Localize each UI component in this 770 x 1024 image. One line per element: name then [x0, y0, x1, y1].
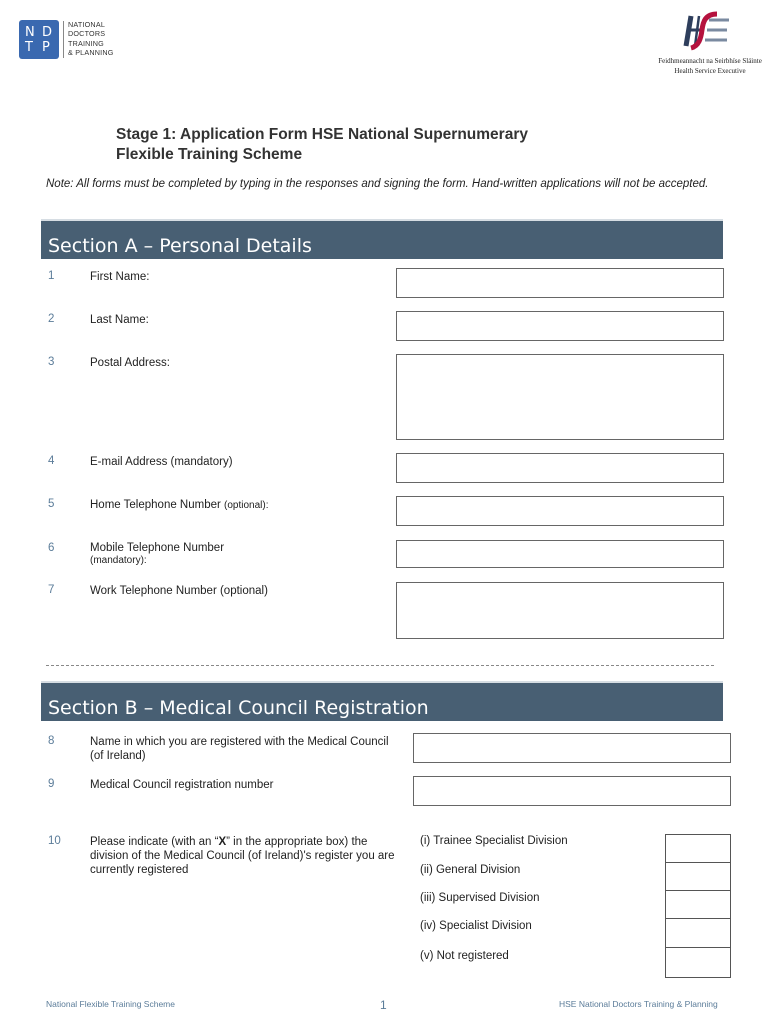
trainee-specialist-checkbox[interactable]	[665, 834, 731, 863]
question-number: 9	[48, 778, 55, 790]
question-number: 5	[48, 498, 55, 510]
page-title-line-2: Flexible Training Scheme	[116, 146, 303, 163]
question-label-first-name: First Name:	[90, 271, 150, 283]
page-title-line-1: Stage 1: Application Form HSE National Supernumerary	[116, 126, 528, 143]
supervised-division-checkbox[interactable]	[665, 890, 731, 919]
question-number: 2	[48, 313, 55, 325]
hse-caption-irish: Feidhmeannacht na Seirbhíse Sláinte	[658, 57, 762, 65]
question-label-postal-address: Postal Address:	[90, 357, 170, 369]
home-telephone-field[interactable]	[396, 496, 724, 526]
first-name-field[interactable]	[396, 268, 724, 298]
question-number: 3	[48, 356, 55, 368]
ndtp-text-line: & PLANNING	[68, 47, 114, 57]
registered-name-field[interactable]	[413, 733, 731, 763]
general-division-checkbox[interactable]	[665, 862, 731, 891]
label-text: Please indicate (with an “	[90, 836, 219, 848]
submission-note: Note: All forms must be completed by typing in the responses and signing the form. Hand-written applications will not be accepted.	[46, 178, 709, 190]
label-text: Mobile Telephone Number	[90, 542, 225, 554]
mobile-telephone-field[interactable]	[396, 540, 724, 568]
question-label-registration-number: Medical Council registration number	[90, 779, 274, 791]
section-b-header	[41, 681, 723, 721]
hse-logo-mark-icon	[655, 8, 765, 54]
question-number: 4	[48, 455, 55, 467]
specialist-division-checkbox[interactable]	[665, 918, 731, 948]
division-option-specialist: (iv) Specialist Division	[420, 920, 532, 932]
ndtp-text-line: NATIONAL	[68, 20, 106, 29]
question-label-home-telephone	[90, 498, 269, 513]
question-number: 8	[48, 735, 55, 747]
question-label-register-division	[90, 835, 408, 877]
division-option-not-registered: (v) Not registered	[420, 950, 509, 962]
label-qualifier: (optional):	[224, 500, 269, 511]
question-number: 1	[48, 270, 55, 282]
page-title	[116, 125, 528, 165]
ndtp-logo-mark	[19, 20, 59, 59]
work-telephone-field[interactable]	[396, 582, 724, 639]
label-qualifier: (mandatory):	[90, 555, 147, 566]
ndtp-logo	[19, 19, 119, 61]
ndtp-logo-divider	[63, 21, 64, 58]
section-a-title: Section A – Personal Details	[48, 235, 312, 257]
ndtp-text-line: DOCTORS	[68, 29, 106, 39]
question-label-registered-name: Name in which you are registered with the Medical Council (of Ireland)	[90, 736, 389, 762]
label-emphasis: X	[218, 836, 227, 848]
ndtp-letter-n: N	[25, 25, 35, 40]
page-number: 1	[380, 998, 387, 1012]
section-divider	[46, 665, 714, 666]
question-number: 7	[48, 584, 55, 596]
last-name-field[interactable]	[396, 311, 724, 341]
hse-logo-caption	[655, 56, 765, 76]
hse-caption-english: Health Service Executive	[674, 67, 746, 75]
question-label-work-telephone: Work Telephone Number (optional)	[90, 585, 268, 597]
question-label-last-name: Last Name:	[90, 314, 149, 326]
division-option-supervised: (iii) Supervised Division	[420, 892, 540, 904]
ndtp-letter-t: T	[25, 40, 33, 55]
ndtp-text-line: TRAINING	[68, 38, 104, 48]
postal-address-field[interactable]	[396, 354, 724, 440]
registration-number-field[interactable]	[413, 776, 731, 806]
footer-right: HSE National Doctors Training & Planning	[559, 999, 718, 1009]
footer-left: National Flexible Training Scheme	[46, 999, 175, 1009]
ndtp-letter-p: P	[42, 40, 50, 55]
ndtp-letter-d: D	[42, 25, 53, 40]
ndtp-logo-text	[68, 20, 114, 57]
division-option-general: (ii) General Division	[420, 864, 521, 876]
label-text: ” in the appropriate box) the division of the Medical Council (of Ireland)'s register you are currently registered	[90, 836, 395, 876]
division-option-trainee-specialist: (i) Trainee Specialist Division	[420, 835, 568, 847]
question-number: 6	[48, 542, 55, 554]
question-number: 10	[48, 835, 61, 847]
not-registered-checkbox[interactable]	[665, 947, 731, 978]
question-label-mobile-telephone	[90, 541, 224, 567]
question-label-email: E-mail Address (mandatory)	[90, 456, 233, 468]
hse-logo	[655, 8, 765, 78]
section-a-header	[41, 219, 723, 259]
label-text: Home Telephone Number	[90, 499, 225, 511]
email-field[interactable]	[396, 453, 724, 483]
section-b-title: Section B – Medical Council Registration	[48, 697, 429, 719]
